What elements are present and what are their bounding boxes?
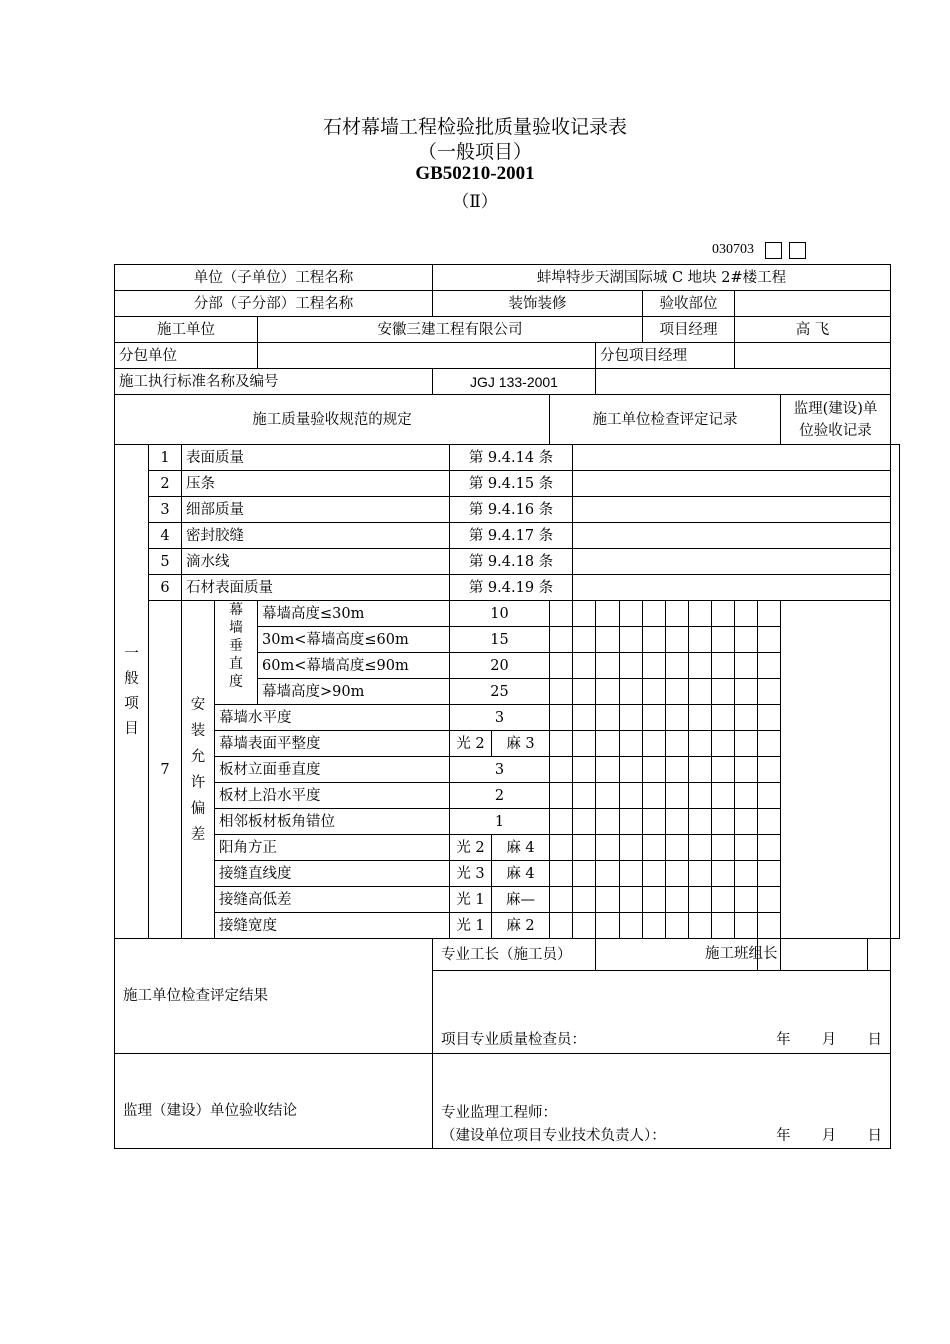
measure-cell[interactable] — [596, 835, 620, 861]
measure-cell[interactable] — [620, 757, 643, 783]
tolerance-name: 板材立面垂直度 — [215, 757, 450, 783]
measure-cell[interactable] — [550, 913, 573, 939]
measure-cell[interactable] — [758, 757, 781, 783]
tolerance-group-label: 安装允许偏差 — [182, 601, 215, 939]
item-check-record[interactable] — [573, 523, 891, 549]
qc-inspector-label: 项目专业质量检查员： — [441, 1032, 586, 1048]
team-leader-cell[interactable] — [705, 939, 891, 971]
measure-cell[interactable] — [712, 757, 735, 783]
measure-cell[interactable] — [596, 757, 620, 783]
measure-cell[interactable] — [735, 627, 758, 653]
item-check-record[interactable] — [573, 471, 891, 497]
standard-code: GB50210-2001 — [415, 163, 535, 184]
sub-pm-value[interactable] — [735, 343, 891, 369]
measure-cell[interactable] — [758, 861, 781, 887]
measure-cell[interactable] — [712, 705, 735, 731]
item-name: 细部质量 — [182, 497, 450, 523]
tolerance-value-honed: 麻 3 — [492, 731, 550, 757]
item-clause: 第 9.4.19 条 — [450, 575, 573, 601]
measure-cell[interactable] — [550, 731, 573, 757]
measure-cell[interactable] — [735, 757, 758, 783]
measure-cell[interactable] — [689, 861, 712, 887]
measure-cell[interactable] — [620, 731, 643, 757]
item-name: 表面质量 — [182, 445, 450, 471]
measure-cell[interactable] — [643, 653, 666, 679]
month-label: 月 — [821, 1032, 837, 1048]
measure-cell[interactable] — [735, 861, 758, 887]
measure-cell[interactable] — [573, 705, 596, 731]
measure-cell[interactable] — [689, 913, 712, 939]
measure-cell[interactable] — [596, 679, 620, 705]
spec-column-header: 施工质量验收规范的规定 — [115, 395, 550, 445]
supervision-conclusion-label: 监理（建设）单位验收结论 — [115, 1054, 433, 1149]
tolerance-name: 30m<幕墙高度≤60m — [258, 627, 450, 653]
item-clause: 第 9.4.14 条 — [450, 445, 573, 471]
measure-cell[interactable] — [573, 783, 596, 809]
item-no: 2 — [149, 471, 182, 497]
measure-cell[interactable] — [550, 627, 573, 653]
supervision-conclusion-area[interactable] — [433, 1054, 891, 1103]
item-no: 6 — [149, 575, 182, 601]
measure-cell[interactable] — [643, 757, 666, 783]
contractor-label: 施工单位 — [115, 317, 258, 343]
measure-cell[interactable] — [735, 913, 758, 939]
measure-cell[interactable] — [712, 601, 735, 627]
year-label: 年 — [776, 1032, 791, 1048]
measure-cell[interactable] — [550, 653, 573, 679]
measure-cell[interactable] — [573, 679, 596, 705]
measure-cell[interactable] — [712, 887, 735, 913]
measure-cell[interactable] — [550, 809, 573, 835]
sub-project-value[interactable]: 装饰装修 — [433, 291, 643, 317]
measure-cell[interactable] — [735, 705, 758, 731]
measure-cell[interactable] — [573, 887, 596, 913]
tolerance-name: 幕墙水平度 — [215, 705, 450, 731]
measure-cell[interactable] — [620, 601, 643, 627]
engineer-label: 专业监理工程师： — [433, 1102, 891, 1124]
tolerance-name: 接缝高低差 — [215, 887, 450, 913]
verticality-label: 幕墙垂直度 — [215, 601, 258, 705]
item-name: 密封胶缝 — [182, 523, 450, 549]
day-label: 日 — [867, 1128, 882, 1144]
measure-cell[interactable] — [758, 601, 781, 627]
measure-cell[interactable] — [620, 705, 643, 731]
measure-cell[interactable] — [643, 861, 666, 887]
measure-cell[interactable] — [573, 757, 596, 783]
tolerance-name: 阳角方正 — [215, 835, 450, 861]
measure-cell[interactable] — [666, 861, 689, 887]
inspection-table — [114, 264, 900, 1149]
measure-cell[interactable] — [689, 783, 712, 809]
item-no: 1 — [149, 445, 182, 471]
measure-cell[interactable] — [643, 601, 666, 627]
tolerance-name: 接缝宽度 — [215, 913, 450, 939]
measure-cell[interactable] — [550, 601, 573, 627]
measure-cell[interactable] — [643, 809, 666, 835]
measure-cell[interactable] — [689, 731, 712, 757]
code-box-2[interactable] — [789, 242, 806, 259]
measure-cell[interactable] — [550, 887, 573, 913]
measure-cell[interactable] — [596, 887, 620, 913]
measure-cell[interactable] — [735, 783, 758, 809]
tolerance-value-polished: 光 3 — [450, 861, 492, 887]
measure-cell[interactable] — [596, 705, 620, 731]
measure-cell[interactable] — [689, 705, 712, 731]
measure-cell[interactable] — [758, 835, 781, 861]
measure-cell[interactable] — [596, 601, 620, 627]
measure-cell[interactable] — [712, 783, 735, 809]
supervision-column-header: 监理(建设)单位验收记录 — [781, 395, 891, 445]
month-label: 月 — [821, 1128, 837, 1144]
owner-label: （建设单位项目专业技术负责人）： — [441, 1128, 666, 1144]
measure-cell[interactable] — [666, 679, 689, 705]
measure-cell[interactable] — [550, 835, 573, 861]
measure-cell[interactable] — [573, 601, 596, 627]
measure-cell[interactable] — [758, 809, 781, 835]
measure-cell[interactable] — [735, 809, 758, 835]
item-name: 石材表面质量 — [182, 575, 450, 601]
measure-cell[interactable] — [573, 913, 596, 939]
measure-cell[interactable] — [689, 627, 712, 653]
measure-cell[interactable] — [758, 887, 781, 913]
tolerance-value-honed: 麻— — [492, 887, 550, 913]
measure-cell[interactable] — [689, 887, 712, 913]
tolerance-value-polished: 光 2 — [450, 835, 492, 861]
tolerance-value: 15 — [450, 627, 550, 653]
item-name: 压条 — [182, 471, 450, 497]
measure-cell[interactable] — [596, 809, 620, 835]
measure-cell[interactable] — [573, 861, 596, 887]
measure-cell[interactable] — [689, 653, 712, 679]
tolerance-value: 20 — [450, 653, 550, 679]
measure-cell[interactable] — [689, 835, 712, 861]
tolerance-value-polished: 光 1 — [450, 913, 492, 939]
measure-cell[interactable] — [712, 835, 735, 861]
tolerance-value: 2 — [450, 783, 550, 809]
measure-cell[interactable] — [573, 653, 596, 679]
measure-cell[interactable] — [735, 835, 758, 861]
tolerance-name: 板材上沿水平度 — [215, 783, 450, 809]
project-manager-value[interactable]: 高 飞 — [735, 317, 891, 343]
tolerance-value-honed: 麻 2 — [492, 913, 550, 939]
tolerance-value: 3 — [450, 705, 550, 731]
form-code: 030703 — [712, 242, 754, 257]
tolerance-value: 10 — [450, 601, 550, 627]
measure-cell[interactable] — [735, 679, 758, 705]
tolerance-value: 1 — [450, 809, 550, 835]
measure-cell[interactable] — [758, 653, 781, 679]
measure-cell[interactable] — [758, 731, 781, 757]
measure-cell[interactable] — [620, 653, 643, 679]
measure-cell[interactable] — [758, 627, 781, 653]
measure-cell[interactable] — [666, 731, 689, 757]
project-manager-label: 项目经理 — [643, 317, 735, 343]
measure-cell[interactable] — [666, 809, 689, 835]
contractor-value[interactable]: 安徽三建工程有限公司 — [258, 317, 643, 343]
supervision-record[interactable] — [891, 445, 900, 939]
measure-cell[interactable] — [550, 861, 573, 887]
measure-cell[interactable] — [573, 731, 596, 757]
measure-cell[interactable] — [758, 705, 781, 731]
form-part: （Ⅱ） — [452, 192, 498, 212]
year-label: 年 — [776, 1128, 791, 1144]
tolerance-value-honed: 麻 4 — [492, 861, 550, 887]
general-items-label: 一般项目 — [115, 445, 149, 939]
unit-value[interactable]: 蚌埠特步天湖国际城 C 地块 2#楼工程 — [433, 265, 891, 291]
form-subtitle: （一般项目） — [417, 141, 532, 163]
tolerance-name: 幕墙高度>90m — [258, 679, 450, 705]
measure-cell[interactable] — [596, 653, 620, 679]
tolerance-value-polished: 光 2 — [450, 731, 492, 757]
measure-cell[interactable] — [620, 627, 643, 653]
item-check-record[interactable] — [573, 497, 891, 523]
code-box-1[interactable] — [765, 242, 782, 259]
sub-pm-label: 分包项目经理 — [596, 343, 735, 369]
measure-cell[interactable] — [689, 757, 712, 783]
measure-cell[interactable] — [573, 627, 596, 653]
contractor-result-area[interactable] — [433, 971, 891, 1028]
measure-cell[interactable] — [758, 913, 781, 939]
measure-cell[interactable] — [735, 887, 758, 913]
tolerance-value-honed: 麻 4 — [492, 835, 550, 861]
measure-cell[interactable] — [666, 653, 689, 679]
measure-cell[interactable] — [643, 731, 666, 757]
measure-cell[interactable] — [550, 757, 573, 783]
measure-cell[interactable] — [689, 809, 712, 835]
item-check-record[interactable] — [573, 445, 891, 471]
measure-cell[interactable] — [620, 783, 643, 809]
measure-cell[interactable] — [666, 783, 689, 809]
measure-cell[interactable] — [620, 861, 643, 887]
inspection-part-value[interactable] — [735, 291, 891, 317]
subcontractor-value[interactable] — [258, 343, 596, 369]
owner-line — [433, 1124, 891, 1149]
unit-label: 单位（子单位）工程名称 — [115, 265, 433, 291]
measure-cell[interactable] — [620, 913, 643, 939]
measure-cell[interactable] — [712, 913, 735, 939]
tolerance-name: 60m<幕墙高度≤90m — [258, 653, 450, 679]
measure-cell[interactable] — [596, 783, 620, 809]
item-no: 4 — [149, 523, 182, 549]
item-clause: 第 9.4.16 条 — [450, 497, 573, 523]
tolerance-name: 幕墙表面平整度 — [215, 731, 450, 757]
item-clause: 第 9.4.17 条 — [450, 523, 573, 549]
measure-cell[interactable] — [573, 809, 596, 835]
item-no: 5 — [149, 549, 182, 575]
measure-cell[interactable] — [666, 601, 689, 627]
measure-cell[interactable] — [666, 835, 689, 861]
measure-cell[interactable] — [643, 627, 666, 653]
foreman-label: 专业工长（施工员） — [433, 939, 596, 971]
measure-cell[interactable] — [735, 731, 758, 757]
measure-cell[interactable] — [643, 705, 666, 731]
measure-cell[interactable] — [666, 913, 689, 939]
measure-cell[interactable] — [643, 887, 666, 913]
measure-cell[interactable] — [666, 705, 689, 731]
item-no: 3 — [149, 497, 182, 523]
measure-cell[interactable] — [596, 627, 620, 653]
team-leader-text: 施工班组长 — [705, 946, 778, 962]
form-title: 石材幕墙工程检验批质量验收记录表 — [322, 116, 627, 138]
day-label: 日 — [867, 1032, 882, 1048]
inspection-part-label: 验收部位 — [643, 291, 735, 317]
standard-blank — [596, 369, 891, 395]
standard-value[interactable]: JGJ 133-2001 — [433, 369, 596, 395]
item-no: 7 — [149, 601, 182, 939]
tolerance-value: 25 — [450, 679, 550, 705]
measure-cell[interactable] — [643, 835, 666, 861]
measure-cell[interactable] — [596, 731, 620, 757]
tolerance-name: 接缝直线度 — [215, 861, 450, 887]
measure-cell[interactable] — [712, 653, 735, 679]
measure-cell[interactable] — [689, 679, 712, 705]
qc-inspector-line — [433, 1027, 891, 1054]
item-name: 滴水线 — [182, 549, 450, 575]
item-clause: 第 9.4.18 条 — [450, 549, 573, 575]
measure-cell[interactable] — [573, 835, 596, 861]
check-column-header: 施工单位检查评定记录 — [550, 395, 781, 445]
tolerance-name: 相邻板材板角错位 — [215, 809, 450, 835]
measure-cell[interactable] — [596, 861, 620, 887]
measure-cell[interactable] — [596, 913, 620, 939]
measure-cell[interactable] — [689, 601, 712, 627]
measure-cell[interactable] — [550, 705, 573, 731]
measure-cell[interactable] — [550, 783, 573, 809]
measure-cell[interactable] — [666, 757, 689, 783]
tolerance-value-polished: 光 1 — [450, 887, 492, 913]
item-clause: 第 9.4.15 条 — [450, 471, 573, 497]
measure-cell[interactable] — [735, 601, 758, 627]
measure-cell[interactable] — [712, 731, 735, 757]
measure-cell[interactable] — [643, 913, 666, 939]
measure-cell[interactable] — [712, 679, 735, 705]
measure-cell[interactable] — [712, 627, 735, 653]
measure-cell[interactable] — [758, 679, 781, 705]
subcontractor-label: 分包单位 — [115, 343, 258, 369]
measure-cell[interactable] — [620, 679, 643, 705]
measure-cell[interactable] — [643, 783, 666, 809]
measure-cell[interactable] — [550, 679, 573, 705]
item-check-record[interactable] — [573, 575, 891, 601]
measure-cell[interactable] — [666, 887, 689, 913]
measure-cell[interactable] — [712, 861, 735, 887]
measure-cell[interactable] — [712, 809, 735, 835]
sub-project-label: 分部（子分部）工程名称 — [115, 291, 433, 317]
measure-cell[interactable] — [666, 627, 689, 653]
contractor-result-label: 施工单位检查评定结果 — [115, 939, 433, 1054]
standard-label: 施工执行标准名称及编号 — [115, 369, 433, 395]
measure-cell[interactable] — [620, 809, 643, 835]
item-check-record[interactable] — [573, 549, 891, 575]
measure-cell[interactable] — [758, 783, 781, 809]
measure-cell[interactable] — [620, 887, 643, 913]
measure-cell[interactable] — [735, 653, 758, 679]
measure-cell[interactable] — [620, 835, 643, 861]
tolerance-value: 3 — [450, 757, 550, 783]
measure-cell[interactable] — [643, 679, 666, 705]
tolerance-name: 幕墙高度≤30m — [258, 601, 450, 627]
